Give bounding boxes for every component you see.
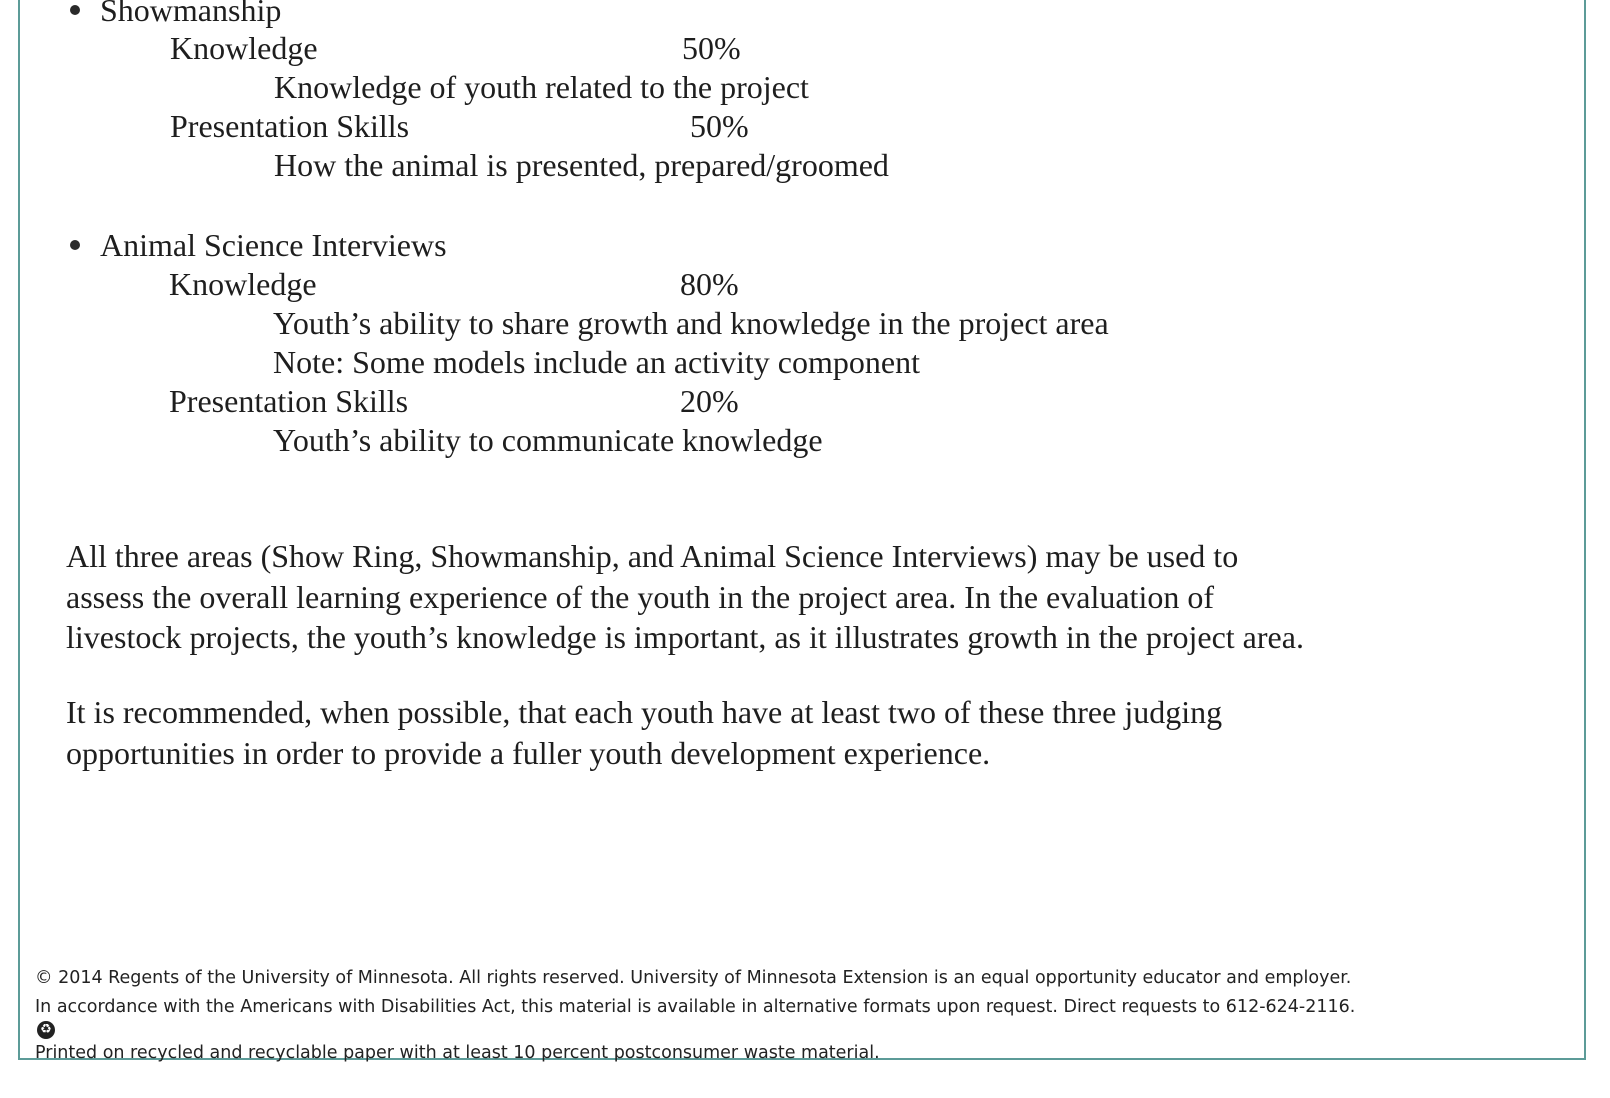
- paragraph-line: livestock projects, the youth’s knowledge is important, as it illustrates growth in the project area.: [66, 619, 1304, 655]
- criterion-weight: 50%: [690, 108, 749, 144]
- footer-line: © 2014 Regents of the University of Minnesota. All rights reserved. University of Minnesota Extension is an equal opportunity educator and employer.: [35, 968, 1352, 988]
- criterion-weight: 80%: [680, 266, 739, 302]
- bullet-icon: [70, 5, 80, 15]
- bullet-icon: [70, 240, 80, 250]
- section-heading-animal-science-interviews: Animal Science Interviews: [100, 227, 447, 263]
- section-heading-showmanship: Showmanship: [100, 0, 282, 28]
- paragraph-recommendation: [66, 692, 1516, 773]
- criterion-name: Presentation Skills: [169, 383, 409, 419]
- paragraph-line: assess the overall learning experience of the youth in the project area. In the evaluation of: [66, 578, 1214, 615]
- footer-line: Printed on recycled and recyclable paper with at least 10 percent postconsumer waste material.: [35, 1043, 880, 1063]
- paragraph-line: It is recommended, when possible, that each youth have at least two of these three judging: [66, 694, 1223, 730]
- paragraph-assessment: [66, 536, 1516, 658]
- paragraph-line: opportunities in order to provide a fuller youth development experience.: [66, 734, 991, 771]
- criterion-name: Knowledge: [170, 30, 318, 66]
- criterion-name: Knowledge: [169, 266, 317, 302]
- paragraph-line: All three areas (Show Ring, Showmanship, and Animal Science Interviews) may be used to: [66, 538, 1239, 574]
- criterion-detail: Note: Some models include an activity component: [273, 344, 920, 380]
- criterion-detail: Youth’s ability to share growth and knowledge in the project area: [273, 305, 1109, 341]
- criterion-weight: 50%: [682, 30, 741, 66]
- criterion-detail: Knowledge of youth related to the project: [274, 69, 809, 105]
- recycle-icon: ♻: [37, 1021, 55, 1039]
- footer-line: [35, 993, 1355, 1040]
- criterion-name: Presentation Skills: [170, 108, 410, 144]
- copyright-footer: [35, 964, 1355, 1068]
- criterion-detail: How the animal is presented, prepared/groomed: [274, 147, 889, 183]
- footer-line-text: In accordance with the Americans with Disabilities Act, this material is available in alternative formats upon request. Direct requests to 612-624-2116.: [35, 996, 1356, 1017]
- criterion-detail: Youth’s ability to communicate knowledge: [273, 422, 823, 458]
- criterion-weight: 20%: [680, 383, 739, 419]
